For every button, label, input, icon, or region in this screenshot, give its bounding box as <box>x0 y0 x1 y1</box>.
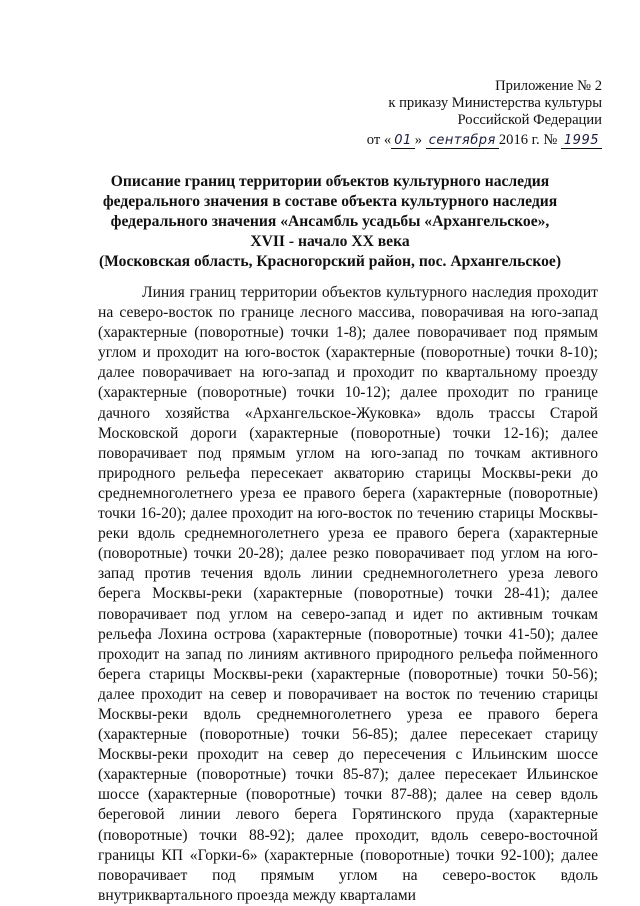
order-year: 2016 г. № <box>498 132 558 148</box>
order-number-handwritten: 1995 <box>561 133 602 149</box>
title-line-4: XVII - начало XX века <box>250 233 410 250</box>
order-mid: » <box>414 132 423 148</box>
appendix-number: Приложение № 2 <box>495 78 602 94</box>
order-date-line <box>300 132 602 149</box>
appendix-header <box>300 78 602 149</box>
title-line-1: Описание границ территории объектов культурного наследия <box>110 173 550 190</box>
appendix-ministry: Российской Федерации <box>457 112 602 128</box>
appendix-order-ref: к приказу Министерства культуры <box>388 95 602 111</box>
order-day-handwritten: 01 <box>391 133 415 149</box>
title-line-3: федерального значения «Ансамбль усадьбы «Архангельское», <box>110 213 550 230</box>
order-prefix: от « <box>366 132 392 148</box>
document-title <box>60 172 600 272</box>
body-paragraph: Линия границ территории объектов культурного наследия проходит на северо-восток по границе лесного массива, поворачивая на юго-запад (характерные (поворотные) точки 1-8); далее поворачивает под прямым углом и проходит на юго-восток (характерные (поворотные) точки 8-10); далее поворачивает на юго-запад и проходит по квартальному проезду (характерные (поворотные) точки 10-12); далее проходит по границе дачного хозяйства «Архангельское-Жуковка» вдоль трассы Старой Московской дороги (характерные (поворотные) точки 12-16); далее поворачивает под прямым углом на юго-запад по точкам активного природного рельефа пересекает акваторию старицы Москвы-реки до среднемноголетнего уреза ее правого берега (характерные (поворотные) точки 16-20); далее проходит на юго-восток по течению старицы Москвы-реки вдоль среднемноголетнего уреза ее правого берега (характерные (поворотные) точки 20-28); далее резко поворачивает под углом на юго-запад против течения вдоль линии среднемноголетнего уреза левого берега Москвы-реки (характерные (поворотные) точки 28-41); далее поворачивает под углом на северо-запад и идет по активным точкам рельефа Лохина острова (характерные (поворотные) точки 41-50); далее проходит на запад по линиям активного природного рельефа пойменного берега старицы Москвы-реки (характерные (поворотные) точки 50-56); далее проходит на север и поворачивает на восток по течению старицы Москвы-реки вдоль среднемноголетнего уреза ее правого берега (характерные (поворотные) точки 56-85); далее пересекает старицу Москвы-реки проходит на север до пересечения с Ильинским шоссе (характерные (поворотные) точки 85-87); далее пересекает Ильинское шоссе (характерные (поворотные) точки 87-88); далее на север вдоль береговой линии левого берега Горятинского пруда (характерные (поворотные) точки 88-92); далее проходит, вдоль северо-восточной границы КП «Горки-6» (характерные (поворотные) точки 92-100); далее поворачивает под прямым углом на северо-восток вдоль внутриквартального проезда между кварталами <box>98 284 598 904</box>
title-line-5: (Московская область, Красногорский район, пос. Архангельское) <box>98 253 562 270</box>
title-line-2: федерального значения в составе объекта культурного наследия <box>102 193 558 210</box>
order-month-handwritten: сентября <box>426 133 499 149</box>
